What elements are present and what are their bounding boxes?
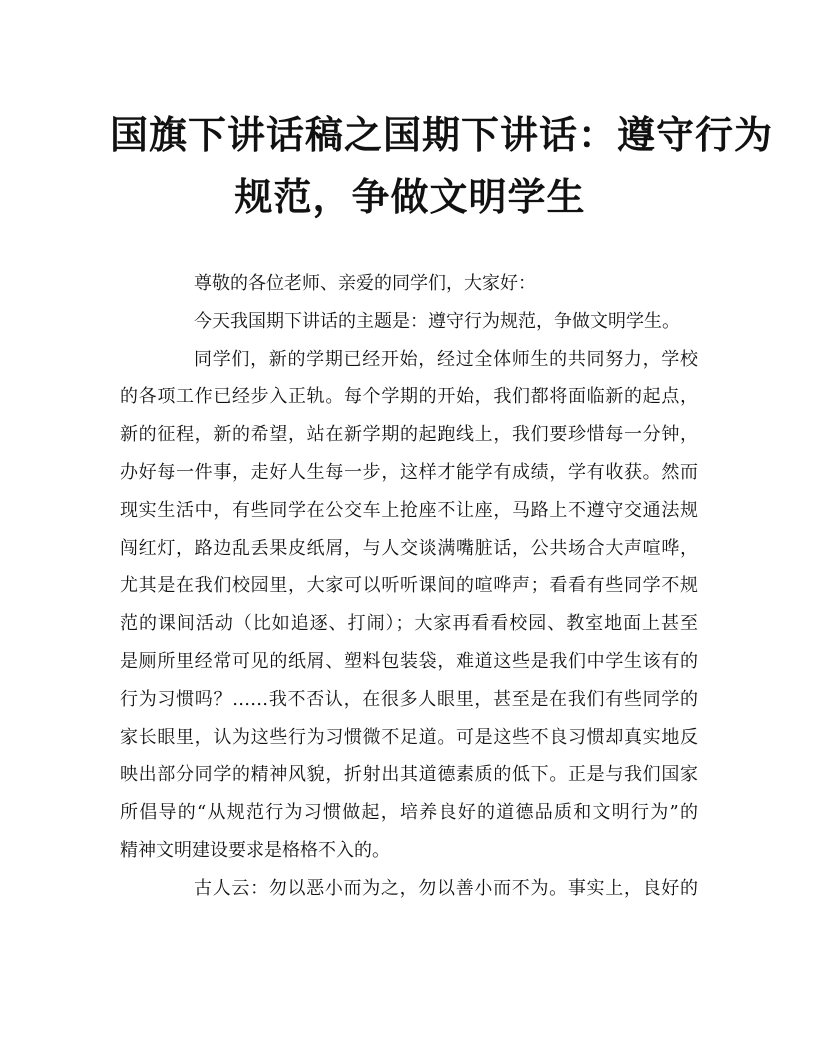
theme-line: 今天我国期下讲话的主题是：遵守行为规范，争做文明学生。 <box>194 310 680 332</box>
title-line-1: 国旗下讲话稿之国期下讲话：遵守行为 <box>110 112 774 157</box>
body-line: 范的课间活动（比如追逐、打闹）；大家再看看校园、教室地面上甚至 <box>120 613 698 635</box>
body-line: 办好每一件事，走好人生每一步，这样才能学有成绩，学有收获。然而 <box>120 461 698 483</box>
body-line: 是厕所里经常可见的纸屑、塑料包装袋，难道这些是我们中学生该有的 <box>120 650 698 672</box>
body-line: 家长眼里，认为这些行为习惯微不足道。可是这些不良习惯却真实地反 <box>120 726 698 748</box>
body-line: 的各项工作已经步入正轨。每个学期的开始，我们都将面临新的起点， <box>120 386 698 408</box>
body-line: 同学们，新的学期已经开始，经过全体师生的共同努力，学校 <box>194 348 698 370</box>
body-line: 映出部分同学的精神风貌，折射出其道德素质的低下。正是与我们国家 <box>120 764 698 786</box>
document-body <box>120 265 698 908</box>
body-line: 古人云：勿以恶小而为之，勿以善小而不为。事实上，良好的 <box>194 877 698 899</box>
body-line: 尤其是在我们校园里，大家可以听听课间的喧哗声；看看有些同学不规 <box>120 575 698 597</box>
body-line: 行为习惯吗？……我不否认，在很多人眼里，甚至是在我们有些同学的 <box>120 688 698 710</box>
body-line: 精神文明建设要求是格格不入的。 <box>120 839 390 861</box>
body-line: 所倡导的“从规范行为习惯做起，培养良好的道德品质和文明行为”的 <box>120 802 698 824</box>
title-line-2: 规范，争做文明学生 <box>234 174 586 219</box>
salutation-line: 尊敬的各位老师、亲爱的同学们，大家好： <box>194 273 536 294</box>
body-line: 新的征程，新的希望，站在新学期的起跑线上，我们要珍惜每一分钟， <box>120 424 698 446</box>
body-line: 闯红灯，路边乱丢果皮纸屑，与人交谈满嘴脏话，公共场合大声喧哗， <box>120 537 698 559</box>
body-line: 现实生活中，有些同学在公交车上抢座不让座，马路上不遵守交通法规 <box>120 499 698 521</box>
page-title <box>110 104 774 228</box>
